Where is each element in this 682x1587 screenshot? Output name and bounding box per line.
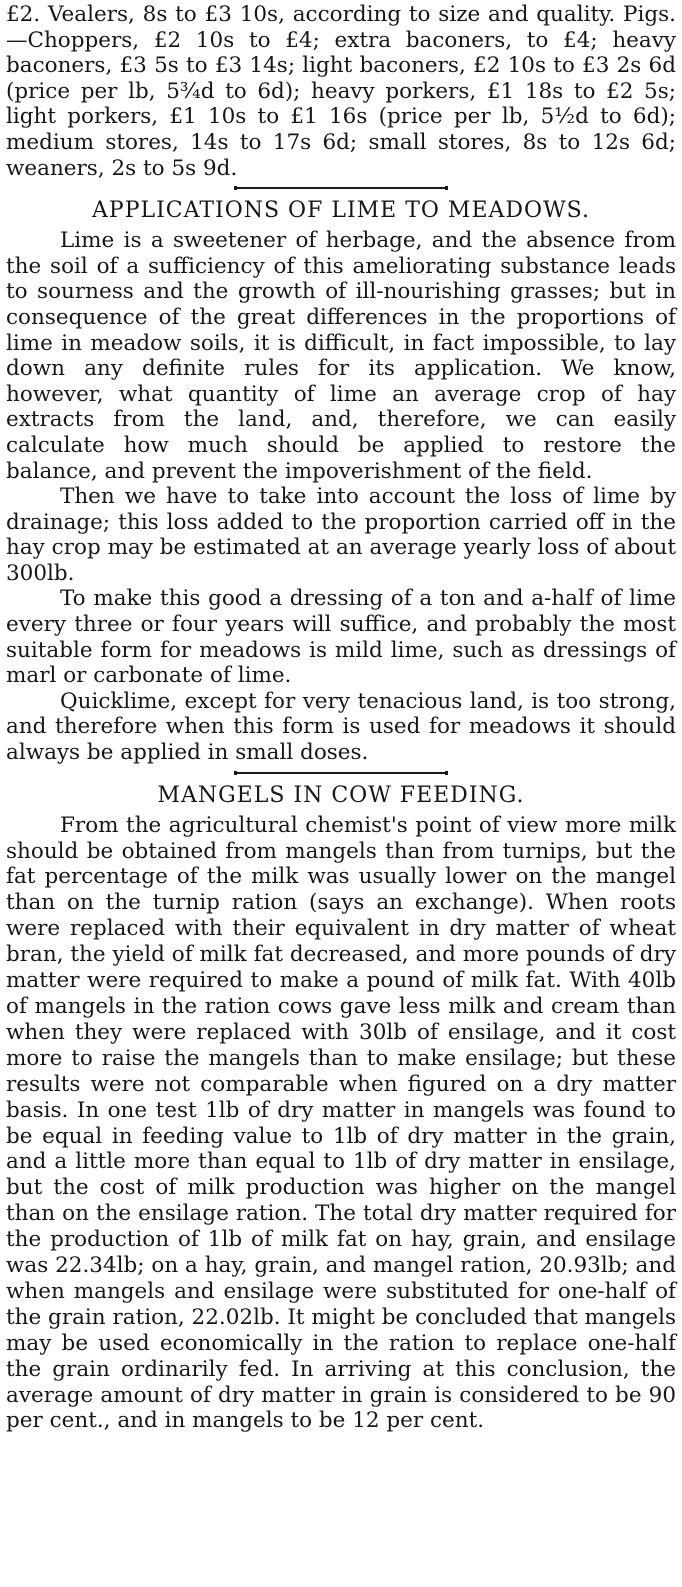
newspaper-column (6, 0, 676, 1587)
section-divider (234, 772, 448, 774)
article-mangels-in-cow-feeding (6, 782, 676, 1435)
section-divider (234, 187, 448, 189)
article-lime-to-meadows (6, 197, 676, 765)
article-heading: APPLICATIONS OF LIME TO MEADOWS. (92, 198, 590, 224)
article-paragraph: To make this good a dressing of a ton and a-half of lime every three or four years will suffice, and probably the most suitable form for meadows is mild lime, such as dressings of marl or carbonate of lime. (6, 586, 676, 689)
article-paragraph: From the agricultural chemist's point of view more milk should be obtained from mangels than from turnips, but the fat percentage of the milk was usually lower on the mangel than on the turnip ration (says an exchange). When roots were replaced with their equivalent in dry matter of wheat bran, the yield of milk fat decreased, and more pounds of dry matter were required to make a pound of milk fat. With 40lb of mangels in the ration cows gave less milk and cream than when they were replaced with 30lb of ensilage, and it cost more to raise the mangels than to make ensilage; but these results were not comparable when figured on a dry matter basis. In one test 1lb of dry matter in mangels was found to be equal in feeding value to 1lb of dry matter in the grain, and a little more than equal to 1lb of dry matter in ensilage, but the cost of milk production was higher on the mangel than on the ensilage ration. The total dry matter required for the production of 1lb of milk fat on hay, grain, and ensilage was 22.34lb; on a hay, grain, and mangel ration, 20.93lb; and when mangels and ensilage were substituted for one-half of the grain ration, 22.02lb. It might be concluded that mangels may be used economically in the ration to replace one-half the grain ordinarily fed. In arriving at this conclusion, the average amount of dry matter in grain is considered to be 90 per cent., and in mangels to be 12 per cent. (6, 812, 676, 1434)
article-paragraph: Lime is a sweetener of herbage, and the absence from the soil of a sufficiency of this ameliorating substance leads to sourness and the growth of ill-nourishing grasses; but in consequence of the great differences in the proportions of lime in meadow soils, it is difficult, in fact impossible, to lay down any definite rules for its application. We know, however, what quantity of lime an average crop of hay extracts from the land, and, therefore, we can easily calculate how much should be applied to restore the balance, and prevent the impoverishment of the field. (6, 228, 676, 484)
article-paragraph: Then we have to take into account the loss of lime by drainage; this loss added to the proportion carried off in the hay crop may be estimated at an average yearly loss of about 300lb. (6, 484, 676, 586)
market-report-paragraph: £2. Vealers, 8s to £3 10s, according to size and quality. Pigs.—Choppers, £2 10s to £4; extra baconers, to £4; heavy baconers, £3 5s to £3 14s; light baconers, £2 10s to £3 2s 6d (price per lb, 5¾d to 6d); heavy porkers, £1 18s to £2 5s; light porkers, £1 10s to £1 16s (price per lb, 5½d to 6d); medium stores, 14s to 17s 6d; small stores, 8s to 12s 6d; weaners, 2s to 5s 9d. (6, 2, 676, 181)
article-heading: MANGELS IN COW FEEDING. (157, 782, 525, 808)
article-paragraph: Quicklime, except for very tenacious land, is too strong, and therefore when this form is used for meadows it should always be applied in small doses. (6, 688, 676, 766)
